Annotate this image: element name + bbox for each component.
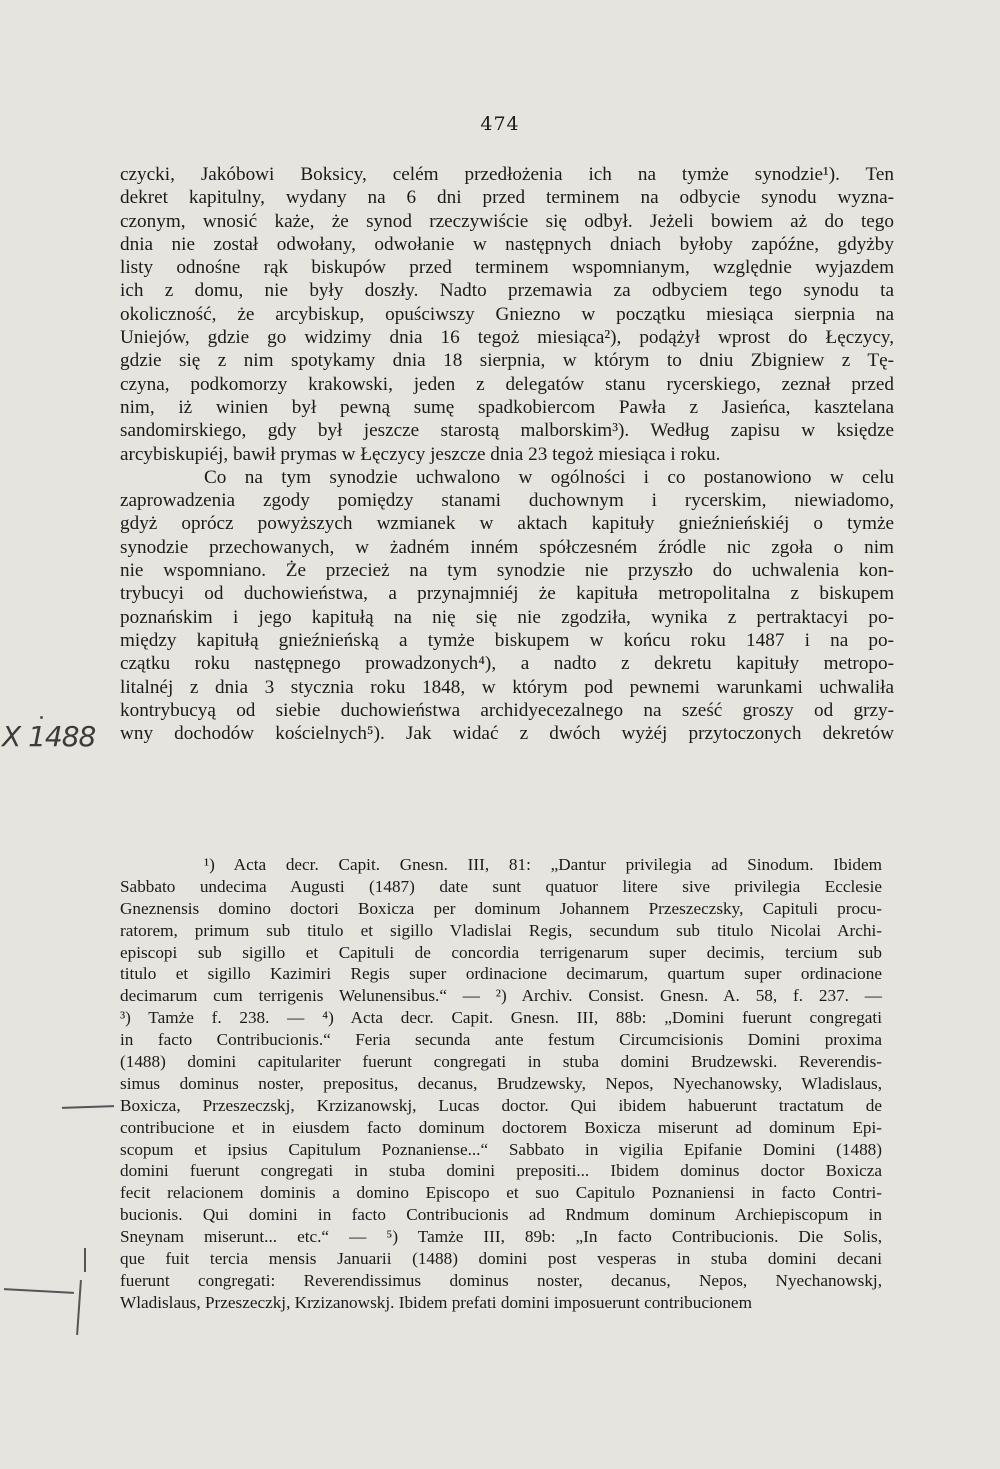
- margin-annotation: X 1488: [2, 720, 96, 753]
- body-text: [120, 163, 894, 745]
- body-line: wny dochodów kościelnych⁵). Jak widać z dwóch wyżéj przytoczonych dekretów: [120, 723, 894, 745]
- footnote-line: simus dominus noster, prepositus, decanus, Brudzewsky, Nepos, Nyechanowsky, Wladislaus,: [120, 1073, 882, 1093]
- footnote-line: scopum et ipsius Capitulum Poznaniense...“ Sabbato in vigilia Epifanie Domini (1488): [120, 1139, 882, 1159]
- footnote-line: decimarum cum terrigenis Welunensibus.“ — ²) Archiv. Consist. Gnesn. A. 58, f. 237. —: [120, 986, 882, 1006]
- footnote-line: ³) Tamże f. 238. — ⁴) Acta decr. Capit. Gnesn. III, 88b: „Domini fuerunt congregati: [120, 1008, 882, 1028]
- body-line: nim, iż winien był pewną sumę spadkobiercom Pawła z Jasieńca, kasztelana: [120, 396, 894, 418]
- margin-pencil-line: [84, 1248, 86, 1272]
- body-line: poznańskim i jego kapitułą na nię się nie zgodziła, wynika z pertraktacyi po-: [120, 606, 894, 628]
- body-line: dnia nie został odwołany, odwołanie w następnych dniach byłoby zapóźne, gdyżby: [120, 233, 894, 255]
- footnote-line: in facto Contribucionis.“ Feria secunda ante festum Circumcisionis Domini proxima: [120, 1030, 882, 1050]
- footnote-line: que fuit tercia mensis Januarii (1488) domini post vesperas in stuba domini decani: [120, 1249, 882, 1269]
- margin-pencil-line: [4, 1288, 74, 1293]
- body-line: zaprowadzenia zgody pomiędzy stanami duchownym i rycerskim, niewiadomo,: [120, 490, 894, 512]
- body-line: czycki, Jakóbowi Boksicy, celém przedłożenia ich na tymże synodzie¹). Ten: [120, 164, 894, 185]
- body-line: nie wspomniano. Że przecież na tym synodzie nie przyszło do uchwalenia kon-: [120, 560, 894, 582]
- footnote-line: ratorem, primum sub titulo et sigillo Vladislai Regis, secundum sub titulo Nicolai Archi-: [120, 920, 882, 940]
- footnotes: [120, 854, 882, 1314]
- body-line: listy odnośne rąk biskupów przed terminem wspomnianym, względnie wyjazdem: [120, 257, 894, 279]
- margin-pencil-line: [76, 1280, 81, 1335]
- body-line: ich z domu, nie były doszły. Nadto przemawia za odbyciem tego synodu ta: [120, 280, 894, 302]
- footnote-line: episcopi sub sigillo et Capituli de concordia terrigenarum super decimis, tercium sub: [120, 942, 882, 962]
- footnote-line: Gneznensis domino doctori Boxicza per dominum Johannem Przeszeczsky, Capituli procu-: [120, 898, 882, 918]
- body-line: okoliczność, że arcybiskup, opuściwszy Gniezno w początku miesiąca sierpnia na: [120, 303, 894, 325]
- footnote-line: Sabbato undecima Augusti (1487) date sunt quatuor litere sive privilegia Ecclesie: [120, 876, 882, 896]
- body-line: sandomirskiego, gdy był jeszcze starostą malborskim³). Według zapisu w księdze: [120, 420, 894, 442]
- footnote-line: ¹) Acta decr. Capit. Gnesn. III, 81: „Dantur privilegia ad Sinodum. Ibidem: [204, 855, 882, 874]
- footnote-line: Wladislaus, Przeszeczkj, Krzizanowskj. Ibidem prefati domini imposuerunt contribucionem: [120, 1292, 752, 1312]
- footnote-line: fuerunt congregati: Reverendissimus dominus noster, decanus, Nepos, Nyechanowskj,: [120, 1270, 882, 1290]
- footnote-line: Boxicza, Przeszeczskj, Krzizanowskj, Lucas doctor. Qui ibidem habuerunt tractatum de: [120, 1095, 882, 1115]
- body-line: kontrybucyą od siebie duchowieństwa archidyecezalnego na sześć groszy od grzy-: [120, 699, 894, 721]
- body-line: synodzie przechowanych, w żadném inném spółczesném źródle nic zgoła o nim: [120, 536, 894, 558]
- footnote-line: Sneynam miserunt... etc.“ — ⁵) Tamże III, 89b: „In facto Contribucionis. Die Solis,: [120, 1227, 882, 1247]
- footnote-line: contribucione et in eiusdem facto dominum doctorem Boxicza miserunt ad dominum Epi-: [120, 1117, 882, 1137]
- body-line: litalnéj z dnia 3 stycznia roku 1848, w którym pod pewnemi warunkami uchwaliła: [120, 676, 894, 698]
- body-line: czonym, wnosić każe, że synod rzeczywiście się odbył. Jeżeli bowiem aż do tego: [120, 210, 894, 232]
- body-line: Co na tym synodzie uchwalono w ogólności i co postanowiono w celu: [204, 466, 894, 488]
- body-line: gdzie się z nim spotykamy dnia 18 sierpnia, w którym to dniu Zbigniew z Tę-: [120, 350, 894, 372]
- footnote-line: domini fuerunt congregati in stuba domini prepositi... Ibidem dominus doctor Boxicza: [120, 1161, 882, 1181]
- footnote-line: titulo et sigillo Kazimiri Regis super ordinacione decimarum, quartum super ordinacione: [120, 964, 882, 984]
- margin-dot-mark: [40, 716, 43, 719]
- body-line: arcybiskupiéj, bawił prymas w Łęczycy jeszcze dnia 23 tegoż miesiąca i roku.: [120, 443, 721, 465]
- footnote-line: fecit relacionem dominis a domino Episcopo et suo Capitulo Poznaniensi in facto Contri-: [120, 1183, 882, 1203]
- body-line: czyna, podkomorzy krakowski, jeden z delegatów stanu rycerskiego, zeznał przed: [120, 373, 894, 395]
- margin-pencil-line: [62, 1105, 114, 1108]
- body-line: Uniejów, gdzie go widzimy dnia 16 tegoż miesiąca²), podążył wprost do Łęczycy,: [120, 327, 894, 349]
- body-line: gdyż oprócz powyższych wzmianek w aktach kapituły gnieźnieńskiéj o tymże: [120, 513, 894, 535]
- body-line: między kapitułą gnieźnieńską a tymże biskupem w końcu roku 1487 i na po-: [120, 629, 894, 651]
- body-line: trybucyi od duchowieństwa, a przynajmniéj że kapituła metropolitalna z biskupem: [120, 583, 894, 605]
- footnote-line: bucionis. Qui domini in facto Contribucionis ad Rndmum dominum Archiepiscopum in: [120, 1205, 882, 1225]
- body-line: dekret kapitulny, wydany na 6 dni przed terminem na odbycie synodu wyzna-: [120, 187, 894, 209]
- footnote-line: (1488) domini capitulariter fuerunt congregati in stuba domini Brudzewski. Reverendis-: [120, 1052, 882, 1072]
- page-number: 474: [480, 113, 520, 135]
- body-line: czątku roku następnego prowadzonych⁴), a nadto z dekretu kapituły metropo-: [120, 653, 894, 675]
